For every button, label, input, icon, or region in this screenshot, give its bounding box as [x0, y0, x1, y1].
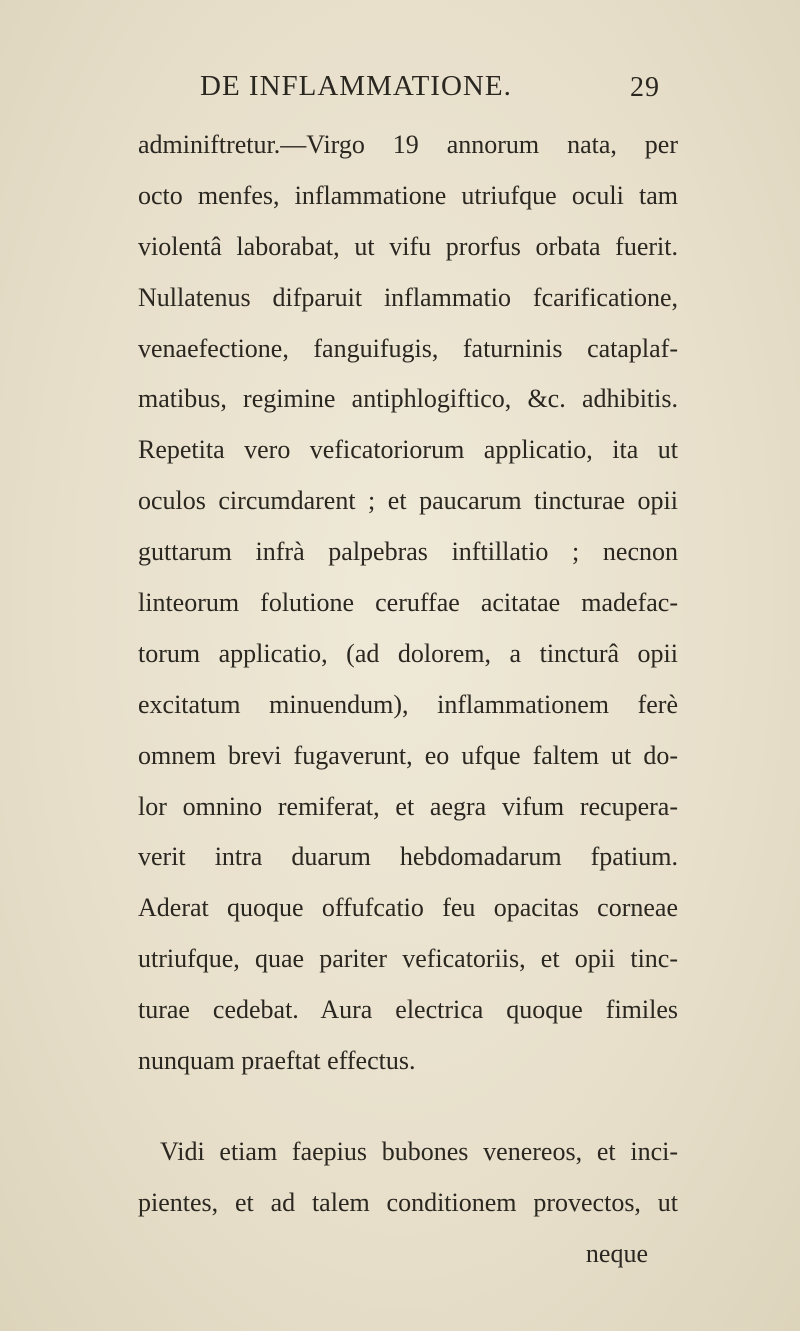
- text-line: torum applicatio, (ad dolorem, a tincturâ opii: [138, 638, 678, 668]
- page-number: 29: [630, 72, 660, 103]
- text-line: turae cedebat. Aura electrica quoque fimiles: [138, 995, 678, 1025]
- text-line: oculos circumdarent ; et paucarum tincturae opii: [138, 486, 678, 516]
- text-line: nunquam praeftat effectus.: [138, 1046, 416, 1076]
- running-title: DE INFLAMMATIONE.: [200, 70, 512, 102]
- paragraph-2: [138, 1127, 678, 1229]
- text-line: violentâ laborabat, ut vifu prorfus orbata fuerit.: [138, 231, 678, 261]
- text-line: omnem brevi fugaverunt, eo ufque faltem ut do-: [138, 740, 678, 770]
- text-line: matibus, regimine antiphlogiftico, &c. adhibitis.: [138, 384, 678, 414]
- text-line: utriufque, quae pariter veficatoriis, et opii tinc-: [138, 944, 678, 974]
- body-text: [138, 120, 678, 1280]
- text-line: Vidi etiam faepius bubones venereos, et inci-: [160, 1136, 678, 1166]
- text-line: Repetita vero veficatoriorum applicatio, ita ut: [138, 435, 678, 465]
- text-line: verit intra duarum hebdomadarum fpatium.: [138, 842, 678, 872]
- text-line: adminiftretur.—Virgo 19 annorum nata, per: [138, 130, 678, 159]
- paragraph-gap: [138, 1087, 678, 1127]
- text-line: lor omnino remiferat, et aegra vifum recupera-: [138, 791, 678, 821]
- paragraph-1: [138, 120, 678, 1087]
- text-line: venaefectione, fanguifugis, faturninis cataplaf-: [138, 333, 678, 363]
- catchword: neque: [585, 1238, 648, 1268]
- running-head: [200, 70, 660, 110]
- text-line: octo menfes, inflammatione utriufque oculi tam: [138, 180, 678, 210]
- text-line: Nullatenus difparuit inflammatio fcarificatione,: [138, 282, 678, 312]
- text-line: excitatum minuendum), inflammationem ferè: [138, 689, 678, 719]
- text-line: pientes, et ad talem conditionem provectos, ut: [138, 1187, 678, 1217]
- text-line: guttarum infrà palpebras inftillatio ; necnon: [138, 537, 678, 567]
- text-line: Aderat quoque offufcatio feu opacitas corneae: [138, 893, 678, 923]
- text-line: linteorum folutione ceruffae acitatae madefac-: [138, 588, 678, 618]
